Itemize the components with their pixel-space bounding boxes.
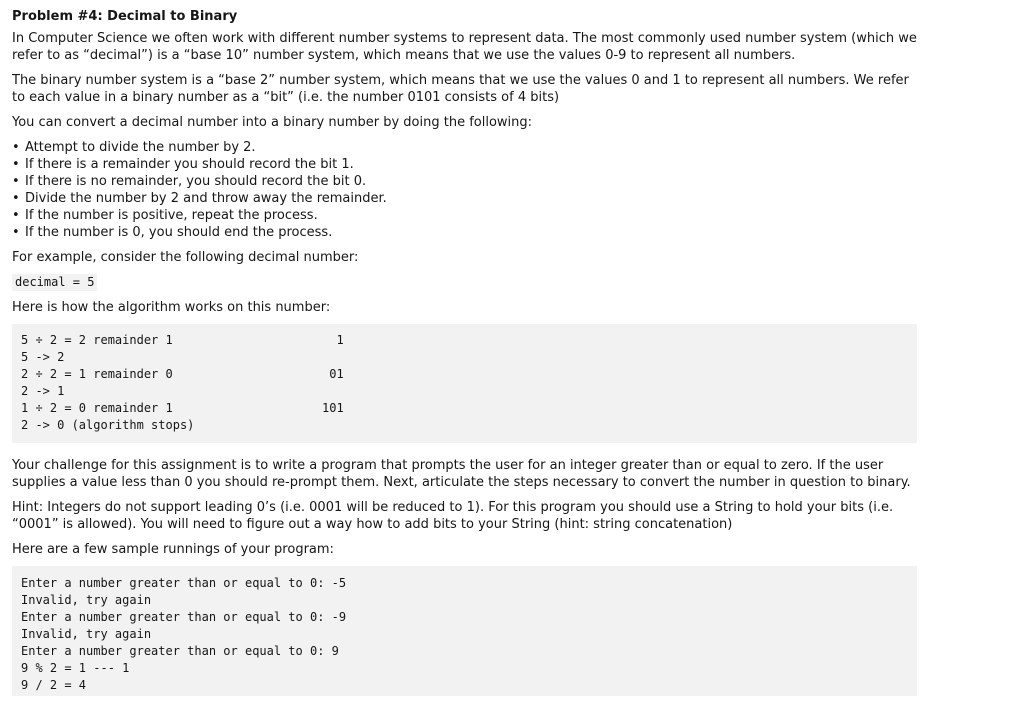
step-text: If there is no remainder, you should record the bit 0. bbox=[25, 174, 367, 189]
code-line-left: 5 ÷ 2 = 2 remainder 1 bbox=[21, 333, 173, 347]
bullet-icon: • bbox=[12, 191, 20, 206]
how-paragraph: Here is how the algorithm works on this number: bbox=[12, 300, 331, 315]
step-text: Attempt to divide the number by 2. bbox=[25, 140, 256, 155]
step-text: If the number is 0, you should end the process. bbox=[25, 225, 333, 240]
samples-paragraph: Here are a few sample runnings of your program: bbox=[12, 542, 334, 557]
intro-paragraph: In Computer Science we often work with different number systems to represent data. The most commonly used number system (which we refer to as “decimal”) is a “base 10” number system, which means that we use the values 0-9 to represent all numbers. bbox=[12, 31, 917, 63]
code-line: 9 / 2 = 4 bbox=[21, 678, 87, 692]
code-line bbox=[21, 332, 917, 349]
code-line-bits: 01 bbox=[322, 367, 344, 381]
list-item bbox=[12, 156, 926, 173]
algorithm-code-block bbox=[12, 324, 917, 443]
steps-list bbox=[12, 139, 926, 241]
step-text: Divide the number by 2 and throw away the remainder. bbox=[25, 191, 387, 206]
code-line-left: 5 -> 2 bbox=[21, 350, 65, 364]
code-line bbox=[21, 383, 917, 400]
bullet-icon: • bbox=[12, 208, 20, 223]
bullet-icon: • bbox=[12, 174, 20, 189]
code-line-left: 1 ÷ 2 = 0 remainder 1 bbox=[21, 401, 173, 415]
challenge-paragraph: Your challenge for this assignment is to write a program that prompts the user for an integer greater than or equal to zero. If the user supplies a value less than 0 you should re-prompt them. Next, articulate the steps necessary to convert the number in question to binary. bbox=[12, 458, 911, 490]
step-text: If there is a remainder you should record the bit 1. bbox=[25, 157, 354, 172]
code-line-left: 2 ÷ 2 = 1 remainder 0 bbox=[21, 367, 173, 381]
convert-paragraph: You can convert a decimal number into a binary number by doing the following: bbox=[12, 115, 533, 130]
list-item bbox=[12, 190, 926, 207]
code-line: 9 % 2 = 1 --- 1 bbox=[21, 661, 130, 675]
sample-run-code-block bbox=[12, 566, 917, 696]
bullet-icon: • bbox=[12, 140, 20, 155]
example-paragraph: For example, consider the following decimal number: bbox=[12, 250, 359, 265]
code-line: Enter a number greater than or equal to 0: -5 bbox=[21, 576, 347, 590]
example-code: decimal = 5 bbox=[12, 274, 97, 291]
code-line: Enter a number greater than or equal to 0: -9 bbox=[21, 610, 347, 624]
code-line-bits: 1 bbox=[322, 333, 344, 347]
list-item bbox=[12, 139, 926, 156]
code-line: Invalid, try again bbox=[21, 627, 152, 641]
hint-paragraph: Hint: Integers do not support leading 0’s (i.e. 0001 will be reduced to 1). For this program you should use a String to hold your bits (i.e. “0001” is allowed). You will need to figure out a way how to add bits to your String (hint: string concatenation) bbox=[12, 500, 894, 532]
list-item bbox=[12, 224, 926, 241]
bullet-icon: • bbox=[12, 225, 20, 240]
code-line-left: 2 -> 1 bbox=[21, 384, 65, 398]
code-line bbox=[21, 417, 917, 434]
code-line bbox=[21, 366, 917, 383]
binary-paragraph: The binary number system is a “base 2” number system, which means that we use the values 0 and 1 to represent all numbers. We refer to each value in a binary number as a “bit” (i.e. the number 0101 consists of 4 bits) bbox=[12, 73, 909, 105]
code-line-bits: 101 bbox=[322, 401, 344, 415]
list-item bbox=[12, 207, 926, 224]
code-line: Enter a number greater than or equal to 0: 9 bbox=[21, 644, 339, 658]
step-text: If the number is positive, repeat the process. bbox=[25, 208, 318, 223]
code-line: Invalid, try again bbox=[21, 593, 152, 607]
list-item bbox=[12, 173, 926, 190]
code-line bbox=[21, 349, 917, 366]
code-line-left: 2 -> 0 (algorithm stops) bbox=[21, 418, 195, 432]
problem-title: Problem #4: Decimal to Binary bbox=[12, 9, 238, 24]
bullet-icon: • bbox=[12, 157, 20, 172]
code-line bbox=[21, 400, 917, 417]
